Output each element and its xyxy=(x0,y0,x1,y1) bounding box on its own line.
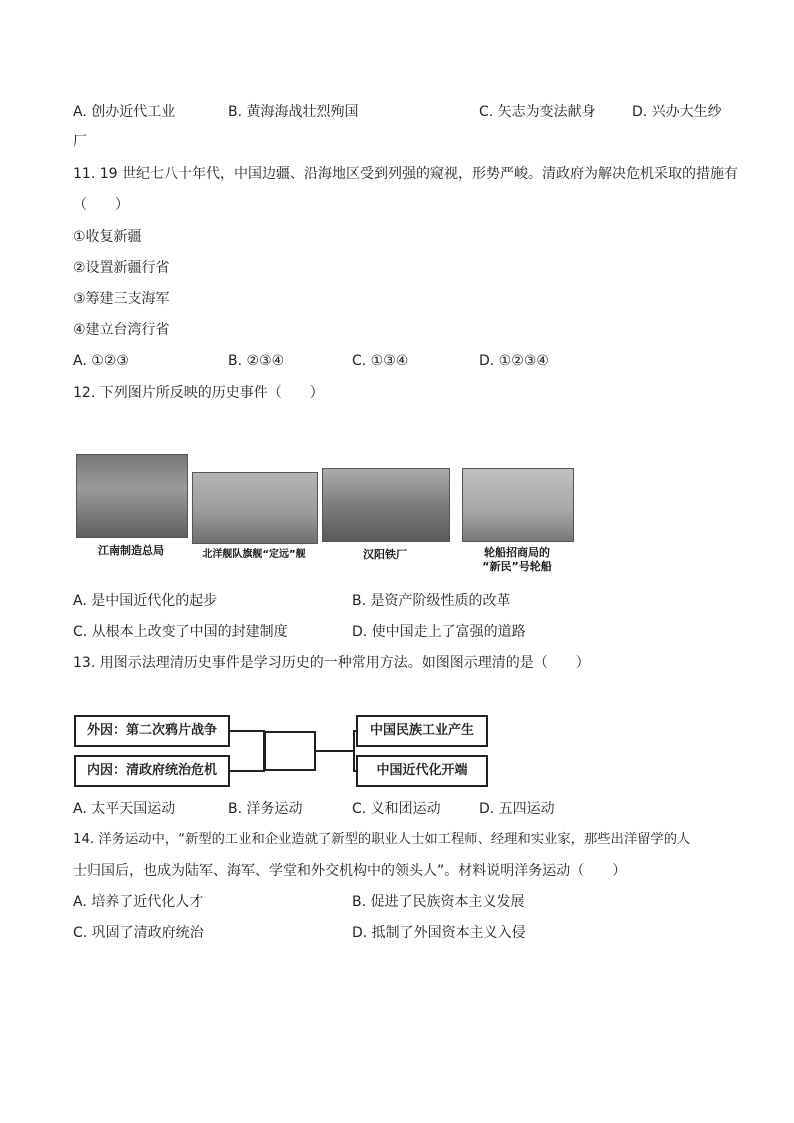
q14-option-d: D. 抵制了外国资本主义入侵 xyxy=(352,925,526,941)
q14-option-a: A. 培养了近代化人才 xyxy=(73,894,204,910)
q13-option-b: B. 洋务运动 xyxy=(228,801,303,817)
diagram-box-external-cause: 外因：第二次鸦片战争 xyxy=(74,715,230,747)
dingyuan-ship-photo xyxy=(192,472,318,544)
connector-top-left xyxy=(230,730,264,732)
q13-option-c: C. 义和团运动 xyxy=(352,801,441,817)
q10-option-c: C. 矢志为变法献身 xyxy=(479,104,596,120)
diagram-box-national-industry: 中国民族工业产生 xyxy=(356,715,488,747)
q12-photo-3-caption: 汉阳铁厂 xyxy=(363,548,407,561)
q11-option-c: C. ①③④ xyxy=(352,353,409,369)
q13-stem: 13. 用图示法理清历史事件是学习历史的一种常用方法。如图图示理清的是（ ） xyxy=(73,655,590,671)
q12-stem: 12. 下列图片所反映的历史事件（ ） xyxy=(73,385,324,401)
connector-right-vertical xyxy=(353,730,355,772)
q10-option-d-continued: 厂 xyxy=(73,134,87,150)
q12-option-c: C. 从根本上改变了中国的封建制度 xyxy=(73,624,288,640)
diagram-box-modernization-start: 中国近代化开端 xyxy=(356,755,488,787)
q14-option-b: B. 促进了民族资本主义发展 xyxy=(352,894,525,910)
q11-option-b: B. ②③④ xyxy=(228,353,285,369)
q12-photo-4-caption-line1: 轮船招商局的 xyxy=(484,546,550,559)
q13-option-d: D. 五四运动 xyxy=(479,801,555,817)
q12-photo-4-caption-line2: “新民”号轮船 xyxy=(482,560,552,573)
q14-stem-line2: 士归国后，也成为陆军、海军、学堂和外交机构中的领头人”。材料说明洋务运动（ ） xyxy=(73,863,627,879)
q12-photo-4 xyxy=(462,468,572,576)
q11-item-3: ③筹建三支海军 xyxy=(73,291,170,307)
q11-option-d: D. ①②③④ xyxy=(479,353,549,369)
q10-option-b: B. 黄海海战壮烈殉国 xyxy=(228,104,359,120)
hanyang-iron-works-photo xyxy=(322,468,450,542)
q10-option-a: A. 创办近代工业 xyxy=(73,104,176,120)
q11-item-4: ④建立台湾行省 xyxy=(73,322,170,338)
q12-photo-2 xyxy=(192,472,316,570)
q12-option-d: D. 使中国走上了富强的道路 xyxy=(352,624,526,640)
connector-center-right xyxy=(316,750,354,752)
q11-stem-line1: 11. 19 世纪七八十年代，中国边疆、沿海地区受到列强的窥视，形势严峻。清政府为解决危机采取的措施有 xyxy=(73,166,738,182)
q12-photo-3 xyxy=(322,468,448,568)
q12-option-a: A. 是中国近代化的起步 xyxy=(73,593,218,609)
diagram-box-blank-answer xyxy=(264,731,316,771)
q13-option-a: A. 太平天国运动 xyxy=(73,801,176,817)
q12-option-b: B. 是资产阶级性质的改革 xyxy=(352,593,511,609)
q11-stem-line2: （ ） xyxy=(73,197,129,213)
q11-item-1: ①收复新疆 xyxy=(73,229,142,245)
q13-diagram xyxy=(74,713,494,785)
q12-photo-strip xyxy=(76,452,576,576)
xinmin-steamship-photo xyxy=(462,468,574,542)
q12-photo-1-caption: 江南制造总局 xyxy=(98,544,164,557)
q14-stem-line1: 14. 洋务运动中，“新型的工业和企业造就了新型的职业人士如工程师、经理和实业家，那些出洋留学的人 xyxy=(73,832,691,847)
q11-option-a: A. ①②③ xyxy=(73,353,129,369)
q12-photo-1 xyxy=(76,454,186,562)
jiangnan-arsenal-photo xyxy=(76,454,188,538)
connector-bottom-left xyxy=(230,770,264,772)
q10-option-d: D. 兴办大生纱 xyxy=(632,104,722,120)
q11-item-2: ②设置新疆行省 xyxy=(73,260,170,276)
diagram-box-internal-cause: 内因：清政府统治危机 xyxy=(74,755,230,787)
q12-photo-2-caption: 北洋舰队旗舰“定远”舰 xyxy=(202,549,306,560)
q14-option-c: C. 巩固了清政府统治 xyxy=(73,925,204,941)
